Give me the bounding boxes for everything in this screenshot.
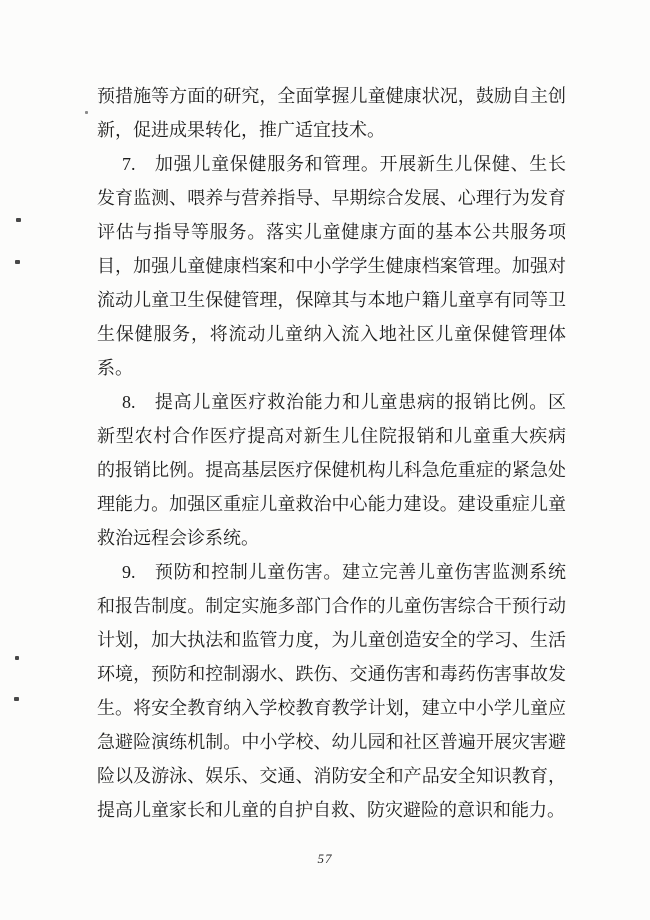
text-line: 预措施等方面的研究，全面掌握儿童健康状况，鼓励自主创 [97, 86, 566, 106]
text-line: 评估与指导等服务。落实儿童健康方面的基本公共服务项 [97, 222, 566, 242]
scan-speck [16, 218, 21, 222]
text-line: 目，加强儿童健康档案和中小学学生健康档案管理。加强对 [97, 256, 566, 276]
text-line: 生。将安全教育纳入学校教育教学计划，建立中小学儿童应 [97, 698, 566, 718]
text-line: 生保健服务，将流动儿童纳入流入地社区儿童保健管理体 [97, 324, 566, 344]
text-line: 9. 预防和控制儿童伤害。建立完善儿童伤害监测系统 [122, 562, 566, 582]
text-line: 7. 加强儿童保健服务和管理。开展新生儿保健、生长 [122, 154, 566, 174]
text-line: 险以及游泳、娱乐、交通、消防安全和产品安全知识教育， [97, 766, 566, 786]
text-line: 新，促进成果转化，推广适宜技术。 [97, 120, 385, 140]
scan-speck [14, 697, 19, 701]
text-line: 救治远程会诊系统。 [97, 528, 259, 548]
text-line: 急避险演练机制。中小学校、幼儿园和社区普遍开展灾害避 [97, 732, 566, 752]
text-line: 8. 提高儿童医疗救治能力和儿童患病的报销比例。区 [122, 392, 566, 412]
text-line: 的报销比例。提高基层医疗保健机构儿科急危重症的紧急处 [97, 460, 566, 480]
scan-speck [15, 656, 19, 660]
text-line: 新型农村合作医疗提高对新生儿住院报销和儿童重大疾病 [97, 426, 566, 446]
text-line: 理能力。加强区重症儿童救治中心能力建设。建设重症儿童 [97, 494, 566, 514]
scan-speck [85, 111, 88, 114]
text-line: 流动儿童卫生保健管理，保障其与本地户籍儿童享有同等卫 [97, 290, 566, 310]
text-line: 环境，预防和控制溺水、跌伤、交通伤害和毒药伤害事故发 [97, 664, 566, 684]
text-line: 提高儿童家长和儿童的自护自救、防灾避险的意识和能力。 [97, 800, 565, 820]
text-line: 计划，加大执法和监管力度，为儿童创造安全的学习、生活 [97, 630, 566, 650]
body-text [97, 79, 566, 827]
text-line: 发育监测、喂养与营养指导、早期综合发展、心理行为发育 [97, 188, 566, 208]
text-line: 和报告制度。制定实施多部门合作的儿童伤害综合干预行动 [97, 596, 566, 616]
text-line: 系。 [97, 358, 133, 378]
scan-speck [15, 260, 20, 264]
page-number: 57 [317, 851, 333, 866]
